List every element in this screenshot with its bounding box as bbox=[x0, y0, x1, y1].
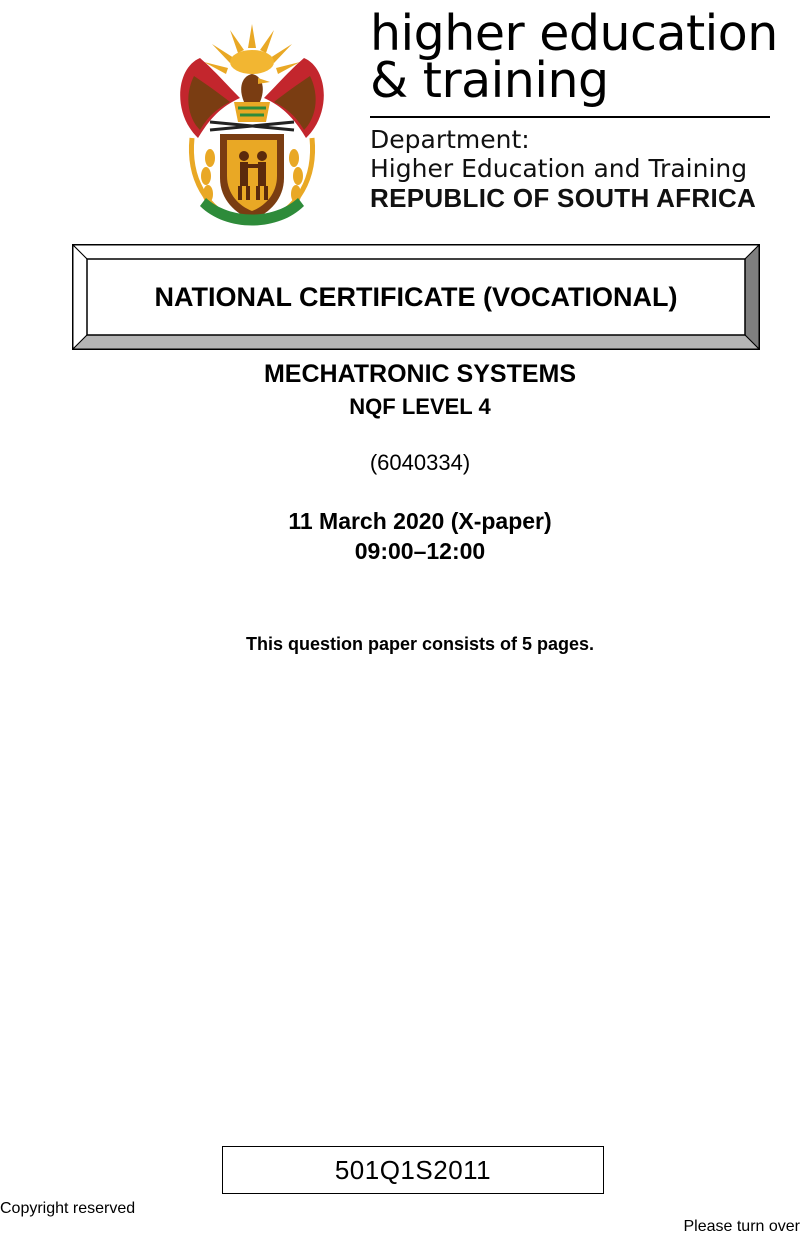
department-name: Higher Education and Training bbox=[370, 154, 748, 183]
copyright-notice: Copyright reserved bbox=[0, 1200, 136, 1217]
subject-title: MECHATRONIC SYSTEMS bbox=[263, 360, 577, 388]
department-label: Department: bbox=[370, 125, 530, 154]
brand-title bbox=[370, 5, 778, 109]
page-count-note: This question paper consists of 5 pages. bbox=[245, 634, 595, 654]
certificate-title: NATIONAL CERTIFICATE (VOCATIONAL) bbox=[154, 281, 678, 312]
exam-time: 09:00–12:00 bbox=[354, 538, 486, 564]
subject-code: (6040334) bbox=[369, 450, 471, 475]
paper-id-box bbox=[222, 1146, 604, 1194]
nqf-level: NQF LEVEL 4 bbox=[349, 394, 491, 419]
turn-over-note: Please turn over bbox=[683, 1218, 800, 1235]
paper-id: 501Q1S2011 bbox=[334, 1154, 492, 1185]
certificate-banner bbox=[72, 244, 760, 350]
department-country: REPUBLIC OF SOUTH AFRICA bbox=[370, 183, 757, 213]
exam-date: 11 March 2020 (X-paper) bbox=[288, 508, 552, 534]
brand-divider bbox=[370, 116, 770, 118]
brand-line-1: higher education bbox=[370, 5, 778, 62]
brand-line-2: & training bbox=[370, 52, 609, 109]
coat-of-arms-icon bbox=[170, 18, 335, 230]
